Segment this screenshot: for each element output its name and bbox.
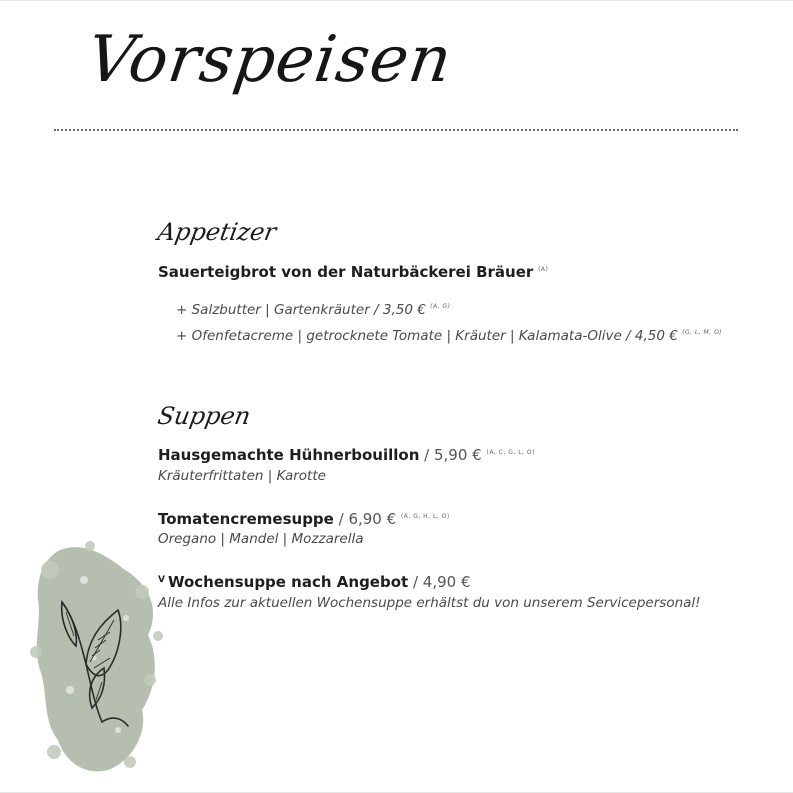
dish-description: Oregano | Mandel | Mozzarella	[158, 531, 364, 547]
dotted-divider	[54, 129, 738, 131]
dish-name: Hausgemachte Hühnerbouillon	[158, 446, 420, 464]
section-title-appetizer: Appetizer	[155, 218, 279, 246]
section-title-suppen: Suppen	[155, 402, 253, 430]
allergen-codes: (A, C, G, L, O)	[486, 449, 535, 456]
dish-name: Wochensuppe nach Angebot	[167, 573, 409, 591]
dish-price: / 5,90 €	[424, 446, 482, 464]
dish-price: / 4,90 €	[412, 573, 471, 591]
allergen-codes: (A, G, H, L, O)	[400, 513, 450, 520]
dish-name: Sauerteigbrot von der Naturbäckerei Bräuer	[158, 263, 534, 281]
allergen-codes: (A)	[538, 266, 549, 273]
menu-item-huehnerbouillon	[158, 444, 535, 464]
dish-description: Kräuterfrittaten | Karotte	[158, 468, 326, 484]
addon-salzbutter	[176, 299, 451, 318]
menu-item-wochensuppe	[158, 571, 471, 591]
menu-item-tomatencremesuppe	[158, 508, 450, 528]
allergen-codes: (G, L, M, O)	[682, 329, 723, 336]
addon-text: + Salzbutter | Gartenkräuter / 3,50 €	[176, 302, 426, 318]
addon-text: + Ofenfetacreme | getrocknete Tomate | Kräuter | Kalamata-Olive / 4,50 €	[176, 328, 678, 344]
allergen-codes: (A, G)	[430, 303, 451, 310]
top-border	[0, 0, 793, 1]
dish-description: Alle Infos zur aktuellen Wochensuppe erhältst du von unserem Servicepersonal!	[158, 595, 701, 611]
dish-price: / 6,90 €	[338, 510, 397, 528]
menu-item-sauerteigbrot	[158, 261, 548, 281]
page-title: Vorspeisen	[82, 23, 457, 97]
dish-name: Tomatencremesuppe	[158, 510, 334, 528]
addon-ofenfetacreme	[176, 325, 722, 344]
vegetarian-marker: V	[158, 575, 165, 585]
leaf-illustration-icon	[30, 540, 170, 775]
